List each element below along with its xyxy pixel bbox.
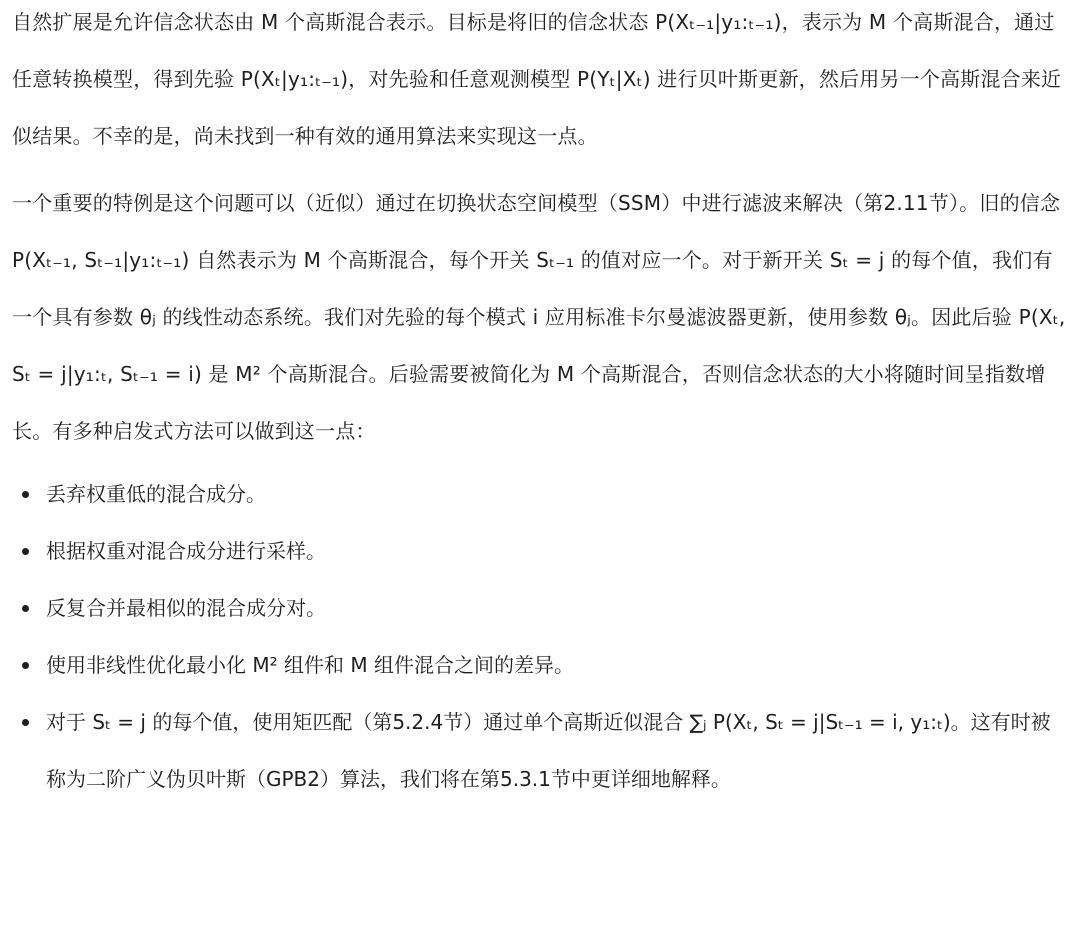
list-item: 对于 Sₜ = j 的每个值，使用矩匹配（第5.2.4节）通过单个高斯近似混合 ∑ⱼ P(Xₜ, Sₜ = j|Sₜ₋₁ = i, y₁:ₜ)。这有时被称为二阶广义伪贝叶斯（GPB2）算法，我们将在第5.3.1节中更详细地解释。 (12, 694, 1068, 808)
list-item: 丢弃权重低的混合成分。 (12, 466, 1068, 523)
list-item: 根据权重对混合成分进行采样。 (12, 523, 1068, 580)
list-item: 反复合并最相似的混合成分对。 (12, 580, 1068, 637)
heuristics-list (12, 466, 1068, 808)
paragraph-switching-ssm: 一个重要的特例是这个问题可以（近似）通过在切换状态空间模型（SSM）中进行滤波来解决（第2.11节）。旧的信念 P(Xₜ₋₁, Sₜ₋₁|y₁:ₜ₋₁) 自然表示为 M 个高斯混合，每个开关 Sₜ₋₁ 的值对应一个。对于新开关 Sₜ = j 的每个值，我们有一个具有参数 θⱼ 的线性动态系统。我们对先验的每个模式 i 应用标准卡尔曼滤波器更新，使用参数 θⱼ。因此后验 P(Xₜ, Sₜ = j|y₁:ₜ, Sₜ₋₁ = i) 是 M² 个高斯混合。后验需要被简化为 M 个高斯混合，否则信念状态的大小将随时间呈指数增长。有多种启发式方法可以做到这一点： (12, 191, 1066, 443)
list-item: 使用非线性优化最小化 M² 组件和 M 组件混合之间的差异。 (12, 637, 1068, 694)
paragraph-gaussian-mixture-intro: 自然扩展是允许信念状态由 M 个高斯混合表示。目标是将旧的信念状态 P(Xₜ₋₁|y₁:ₜ₋₁)，表示为 M 个高斯混合，通过任意转换模型，得到先验 P(Xₜ|y₁:ₜ₋₁)，对先验和任意观测模型 P(Yₜ|Xₜ) 进行贝叶斯更新，然后用另一个高斯混合来近似结果。不幸的是，尚未找到一种有效的通用算法来实现这一点。 (12, 10, 1062, 148)
